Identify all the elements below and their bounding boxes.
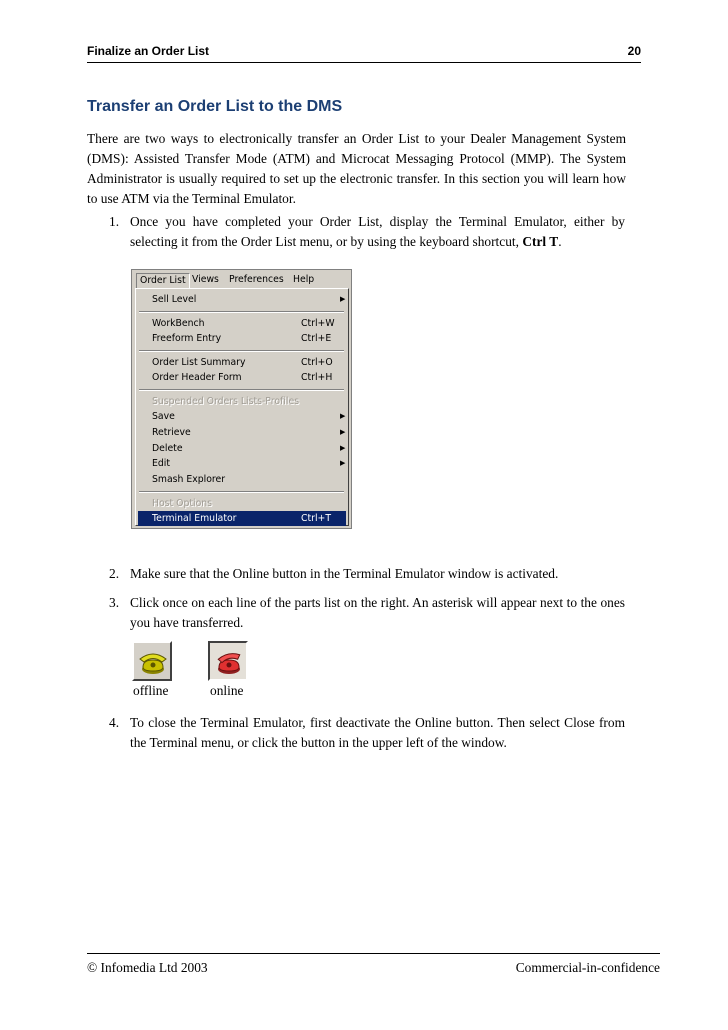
shortcut-text: Ctrl T [522,234,559,249]
menu-item-smash-explorer[interactable] [138,472,346,487]
menu-item-label: Retrieve [152,427,191,438]
step-text-body: Once you have completed your Order List, display the Terminal Emulator, either by selecting it from the Order List menu, or by using the keyboard shortcut, [130,214,625,249]
online-button[interactable] [208,641,248,681]
header-rule [87,62,641,63]
menu-item-sell-level[interactable] [138,292,346,307]
step-4 [109,713,625,753]
submenu-arrow-icon: ▶ [340,444,346,452]
header-page-number: 20 [627,44,641,58]
step-text-tail: . [558,234,562,249]
menu-item-edit[interactable] [138,456,346,471]
step-number: 1. [109,214,120,229]
step-text [130,212,625,252]
menu-item-label: WorkBench [152,318,205,329]
menu-item-terminal-emulator[interactable] [138,511,346,526]
menu-separator [139,311,344,313]
order-list-dropdown [135,288,349,526]
submenu-arrow-icon: ▶ [340,412,346,420]
online-phone-icon [213,647,245,677]
menu-item-order-header-form[interactable] [138,370,346,385]
step-text: Make sure that the Online button in the Terminal Emulator window is activated. [130,566,559,581]
offline-phone-icon [137,647,169,677]
menu-item-save[interactable] [138,409,346,424]
step-text: Click once on each line of the parts list on the right. An asterisk will appear next to the ones you have transferred. [130,595,625,630]
offline-button[interactable] [132,641,172,681]
step-2 [109,564,625,584]
step-1 [109,212,625,252]
menu-item-label: Save [152,411,175,422]
menu-item-shortcut: Ctrl+H [301,372,333,383]
menu-views[interactable]: Views [192,274,219,285]
menu-item-label: Order List Summary [152,357,246,368]
page-footer [87,960,660,976]
menu-bar [133,271,350,289]
step-number: 4. [109,715,120,730]
submenu-arrow-icon: ▶ [340,428,346,436]
menu-item-freeform-entry[interactable] [138,331,346,346]
submenu-arrow-icon: ▶ [340,295,346,303]
page-header [87,44,641,58]
step-text: To close the Terminal Emulator, first deactivate the Online button. Then select Close from the Terminal menu, or click the button in the upper left of the window. [130,715,625,750]
menu-item-shortcut: Ctrl+O [301,357,333,368]
step-3 [109,593,625,633]
menu-item-label: Order Header Form [152,372,242,383]
header-section-title: Finalize an Order List [87,44,210,58]
intro-paragraph: There are two ways to electronically transfer an Order List to your Dealer Management System (DMS): Assisted Transfer Mode (ATM) and Microcat Messaging Protocol (MMP). The System Administrator is usually required to set up the electronic transfer. In this section you will learn how to use ATM via the Terminal Emulator. [87,131,626,206]
submenu-arrow-icon: ▶ [340,459,346,467]
menu-separator [139,350,344,352]
step-number: 2. [109,566,120,581]
menu-separator [139,491,344,493]
menu-item-order-list-summary[interactable] [138,355,346,370]
menu-item-label: Edit [152,458,171,469]
menu-item-workbench[interactable] [138,316,346,331]
order-list-menu-screenshot [131,269,352,529]
step-number: 3. [109,595,120,610]
menu-help[interactable]: Help [293,274,315,285]
menu-item-label: Terminal Emulator [152,513,237,524]
menu-item-shortcut: Ctrl+E [301,333,332,344]
menu-item-shortcut: Ctrl+T [301,513,332,524]
footer-confidentiality: Commercial-in-confidence [515,960,660,975]
menu-item-shortcut: Ctrl+W [301,318,335,329]
menu-item-delete[interactable] [138,441,346,456]
menu-item-label: Freeform Entry [152,333,222,344]
menu-item-host-options [138,496,346,511]
footer-rule [87,953,660,954]
menu-item-retrieve[interactable] [138,425,346,440]
footer-copyright: © Infomedia Ltd 2003 [87,960,208,975]
menu-item-label: Sell Level [152,294,197,305]
online-caption: online [210,683,244,698]
menu-item-label: Delete [152,443,183,454]
menu-item-label: Smash Explorer [152,474,226,485]
menu-separator [139,389,344,391]
menu-item-label: Host Options [152,498,212,509]
menu-item-label: Suspended Orders Lists-Profiles [152,396,300,407]
offline-caption: offline [133,683,169,698]
menu-preferences[interactable]: Preferences [229,274,284,285]
section-heading: Transfer an Order List to the DMS [87,98,343,115]
menu-item-suspended-orders [138,394,346,409]
menu-order-list[interactable]: Order List [136,273,190,289]
